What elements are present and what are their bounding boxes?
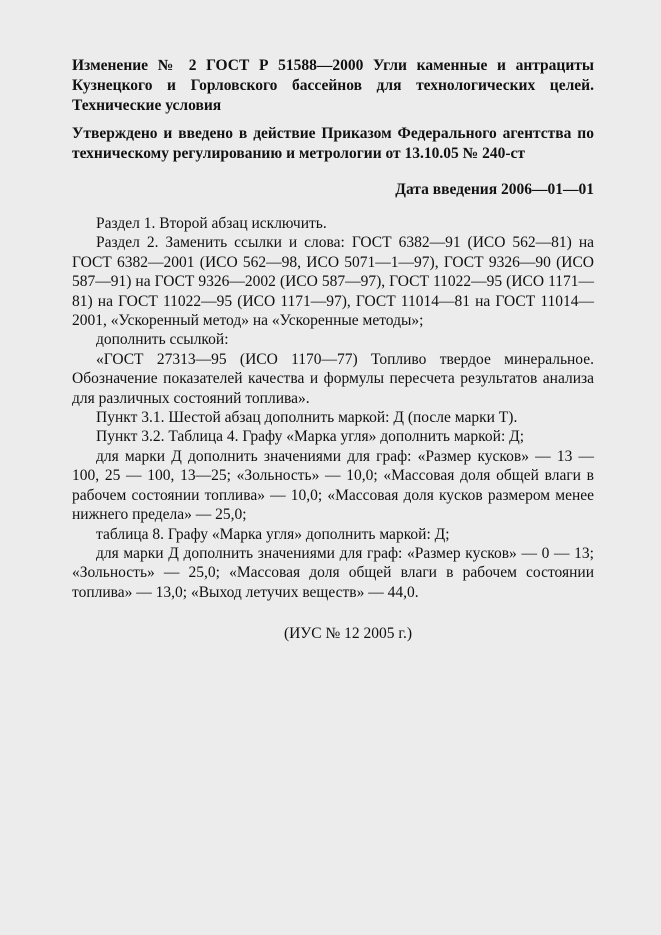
source-reference: (ИУС № 12 2005 г.) — [283, 625, 413, 643]
paragraph-section-2: Раздел 2. Заменить ссылки и слова: ГОСТ 6382—91 (ИСО 562—81) на ГОСТ 6382—2001 (ИСО 562—98, ИСО 5071—1—97), ГОСТ 9326—90 (ИСО 587—91) на ГОСТ 9326—2002 (ИСО 587—97), ГОСТ 11022—95 (ИСО 1171—81) на ГОСТ 11022—95 (ИСО 1171—97), ГОСТ 11014—81 на ГОСТ 11014—2001, «Ускоренный метод» на «Ускоренные методы»; — [72, 234, 594, 330]
paragraph-table-8: таблица 8. Графу «Марка угля» дополнить маркой: Д; — [96, 525, 450, 543]
approval-statement: Утверждено и введено в действие Приказом Федерального агентства по техническому регулированию и метрологии от 13.10.05 № 240-ст — [72, 125, 594, 162]
paragraph-item-3-1: Пункт 3.1. Шестой абзац дополнить маркой: Д (после марки Т). — [96, 409, 518, 427]
paragraph-section-1: Раздел 1. Второй абзац исключить. — [96, 215, 327, 232]
paragraph-add-reference: дополнить ссылкой: — [96, 331, 229, 349]
paragraph-gost-27313: «ГОСТ 27313—95 (ИСО 1170—77) Топливо твердое минеральное. Обозначение показателей качества и формулы пересчета результатов анализа для различных состояний топлива». — [72, 350, 594, 407]
effective-date: Дата введения 2006—01—01 — [395, 181, 594, 198]
paragraph-table-8-values: для марки Д дополнить значениями для граф: «Размер кусков» — 0 — 13; «Зольность» — 25,0; «Массовая доля общей влаги в рабочем состоянии топлива» — 13,0; «Выход летучих веществ» — 44,0. — [72, 544, 594, 601]
amendment-title: Изменение № 2 ГОСТ Р 51588—2000 Угли каменные и антрациты Кузнецкого и Горловского бассейнов для технологических целей. Технические условия — [72, 57, 594, 114]
document-content — [72, 56, 594, 660]
paragraph-table-4-values: для марки Д дополнить значениями для граф: «Размер кусков» — 13 — 100, 25 — 100, 13—25; «Зольность» — 10,0; «Массовая доля общей влаги в рабочем состоянии топлива» — 10,0; «Массовая доля кусков размером менее нижнего предела» — 25,0; — [72, 447, 594, 524]
paragraph-item-3-2: Пункт 3.2. Таблица 4. Графу «Марка угля» дополнить маркой: Д; — [96, 428, 524, 446]
